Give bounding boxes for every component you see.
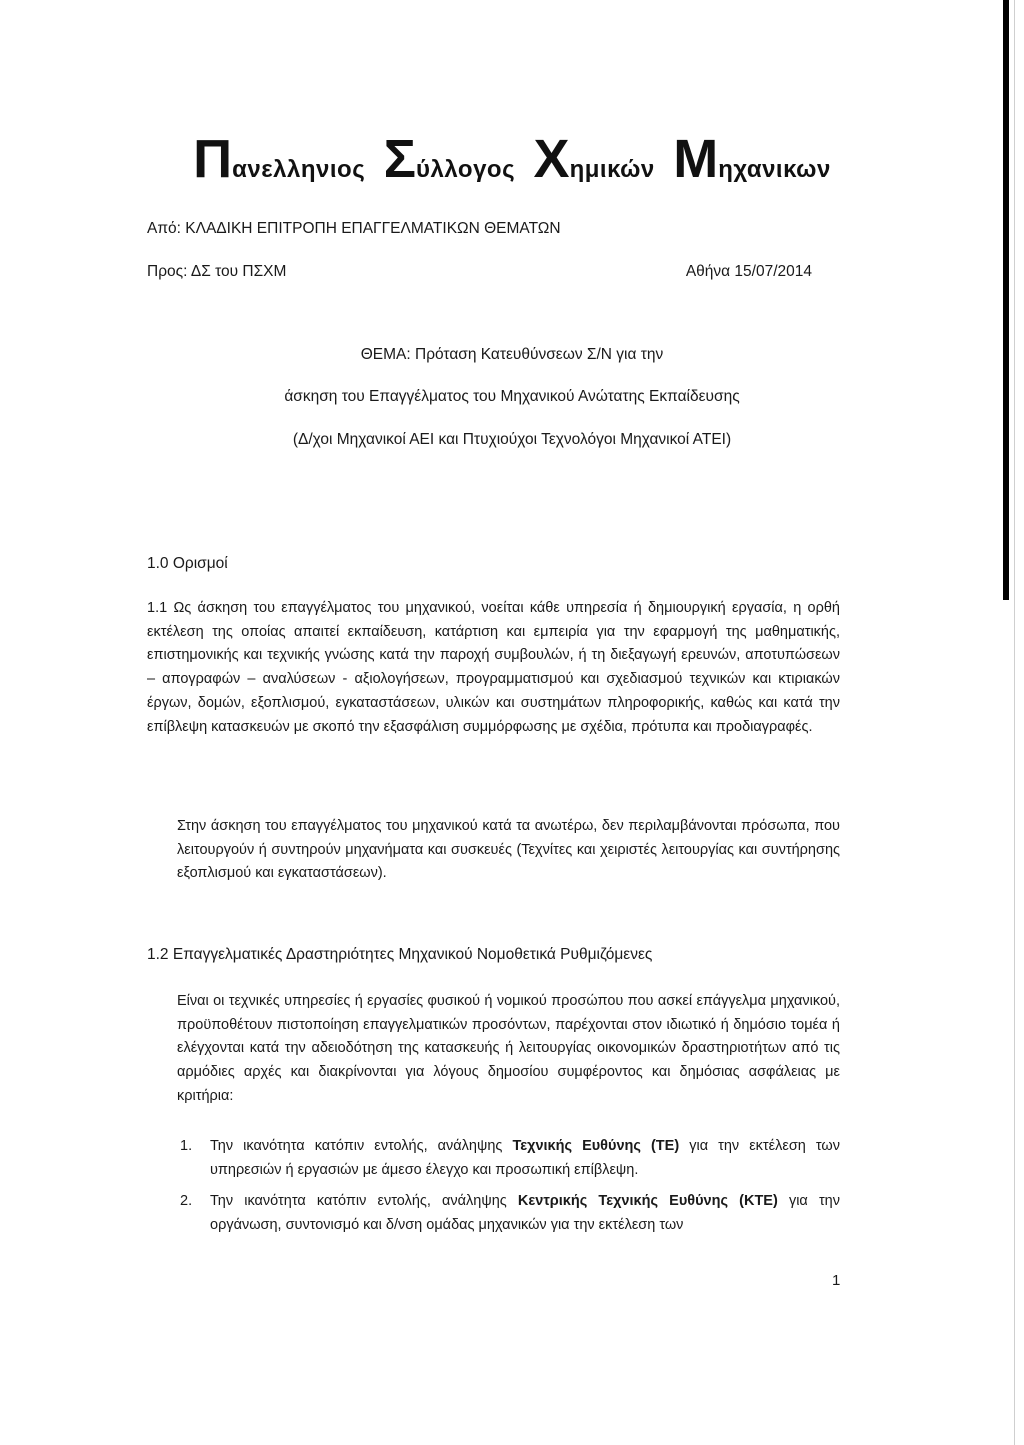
letterhead-w1-rest: ανελληνιος	[232, 156, 366, 183]
letterhead-w3-rest: ημικών	[569, 156, 655, 183]
list-item-post: για την εκτέλεση των υπηρεσιών ή εργασιών με άμεσο έλεγχο και προσωπική επίβλεψη.	[210, 1138, 840, 1178]
section-2-heading: 1.2 Επαγγελματικές Δραστηριότητες Μηχανικού Νομοθετικά Ρυθμιζόμενες	[147, 946, 653, 963]
definition-text: Ως άσκηση του επαγγέλματος του μηχανικού, νοείται κάθε υπηρεσία ή δημιουργική εργασία, η ορθή εκτέλεση της οποίας απαιτεί εκπαίδευση, κατάρτιση και εμπειρία για την εφαρμογή της μαθηματικής, επιστημονικής και τεχνικής γνώσης κατά την παροχή συμβουλών, ή τη διεξαγωγή ερευνών, αποτυπώσεων – απογραφών – αναλύσεων - αξιολογήσεων, προγραμματισμού και σχεδιασμού τεχνικών και κτιριακών έργων, δομών, εξοπλισμού, εγκαταστάσεων, υλικών και συστημάτων πληροφορικής, καθώς και κατά την επίβλεψη κατασκευών με σκοπό την εξασφάλιση συμμόρφωσης με σχέδια, πρότυπα και προδιαγραφές.	[147, 600, 840, 735]
list-item-post: για την οργάνωση, συντονισμό και δ/νση ομάδας μηχανικών για την εκτέλεση των	[210, 1193, 840, 1234]
definition-number: 1.1	[147, 600, 168, 616]
letterhead-w2-cap: Σ	[383, 129, 417, 189]
subject-line-1: ΘΕΜΑ: Πρόταση Κατευθύνσεων Σ/Ν για την	[360, 346, 664, 363]
letterhead-w4-cap: Μ	[673, 129, 719, 189]
letterhead-w3-cap: Χ	[533, 129, 570, 189]
letterhead-w2-rest: ύλλογος	[416, 156, 516, 183]
to-line: Προς: ΔΣ του ΠΣΧΜ	[147, 263, 287, 280]
list-item-number: 2.	[180, 1193, 193, 1210]
subject-line-3: (Δ/χοι Μηχανικοί ΑΕΙ και Πτυχιούχοι Τεχνολόγοι Μηχανικοί ΑΤΕΙ)	[292, 431, 732, 448]
date-line: Αθήνα 15/07/2014	[685, 263, 812, 280]
letterhead-w4-rest: ηχανικων	[718, 156, 831, 183]
list-item-bold: Κεντρικής Τεχνικής Ευθύνης (ΚΤΕ)	[517, 1193, 778, 1210]
definition-paragraph	[147, 597, 840, 739]
subject-line-2: άσκηση του Επαγγέλματος του Μηχανικού Ανώτατης Εκπαίδευσης	[284, 388, 740, 405]
list-item-pre: Την ικανότητα κατόπιν εντολής, ανάληψης	[210, 1138, 513, 1154]
activities-paragraph: Είναι οι τεχνικές υπηρεσίες ή εργασίες φυσικού ή νομικού προσώπου που ασκεί επάγγελμα μηχανικού, προϋποθέτουν πιστοποίηση επαγγελματικών προσόντων, παρέχονται στον ιδιωτικό ή δημόσιο τομέα ή ελέγχονται κατά την αδειοδότηση της κατασκευής ή λειτουργίας οικονομικών δραστηριοτήτων από τις αρμόδιες αρχές και διακρίνονται για λόγους δημοσίου συμφέροντος και δημόσιας ασφάλειας με κριτήρια:	[177, 993, 840, 1104]
list-item	[180, 1135, 840, 1182]
letterhead	[0, 129, 1024, 189]
list-item-pre: Την ικανότητα κατόπιν εντολής, ανάληψης	[210, 1193, 518, 1210]
list-item-bold: Τεχνικής Ευθύνης (ΤΕ)	[512, 1138, 680, 1154]
exclusion-paragraph: Στην άσκηση του επαγγέλματος του μηχανικού κατά τα ανωτέρω, δεν περιλαμβάνονται πρόσωπα, που λειτουργούν ή συντηρούν μηχανήματα και συσκευές (Τεχνίτες και χειριστές λειτουργίας και συντήρησης εξοπλισμού και εγκαταστάσεων).	[177, 818, 840, 882]
letterhead-w1-cap: Π	[193, 129, 233, 189]
scan-edge-mark	[1003, 0, 1009, 600]
scan-edge-line	[1014, 0, 1015, 1445]
criteria-list	[180, 1135, 840, 1246]
list-item	[180, 1190, 840, 1237]
page-number: 1	[832, 1272, 841, 1289]
list-item-number: 1.	[180, 1138, 193, 1154]
from-line: Από: ΚΛΑΔΙΚΗ ΕΠΙΤΡΟΠΗ ΕΠΑΓΓΕΛΜΑΤΙΚΩΝ ΘΕΜΑΤΩΝ	[147, 220, 561, 237]
section-1-heading: 1.0 Ορισμοί	[147, 555, 228, 572]
